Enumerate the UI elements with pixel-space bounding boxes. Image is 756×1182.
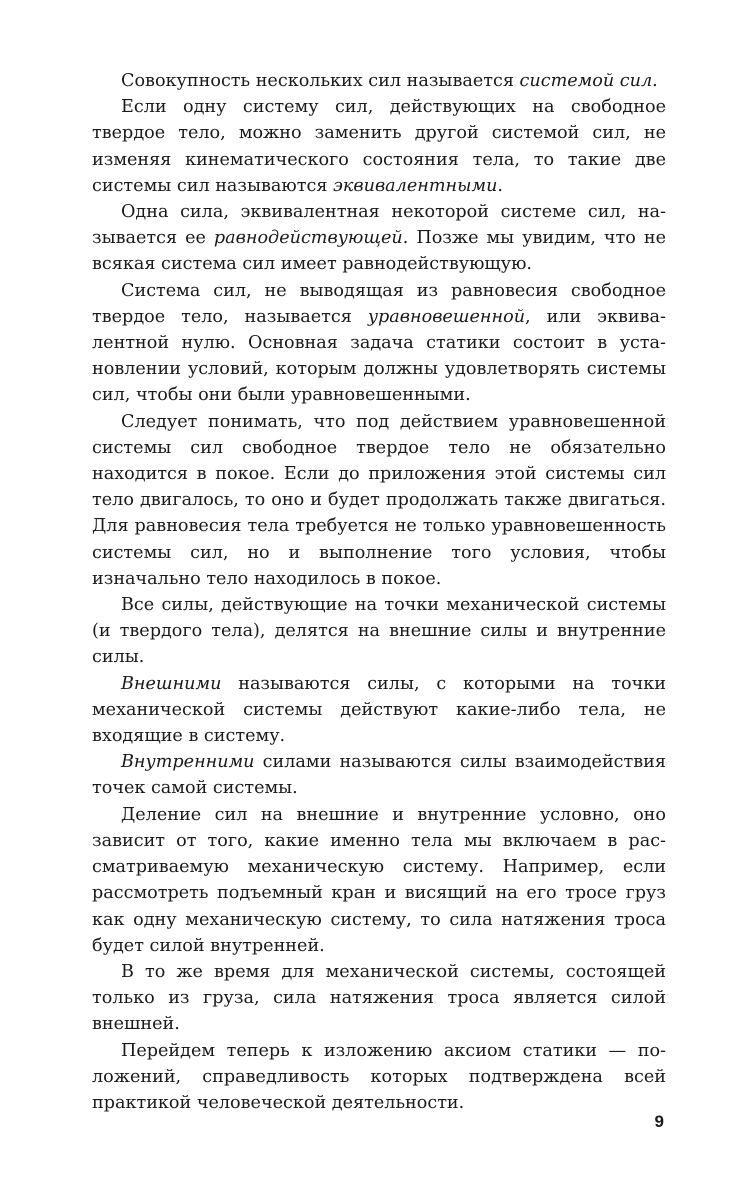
term-sistema-sil: системой сил: [519, 71, 653, 91]
paragraph-text: Следует понимать, что под действием уравновешенной системы сил свободное твердое тело не обязательно находится в покое. Если до приложения этой системы сил тело двигалось, то оно и будет продолжать также двигаться. Для равновесия тела требуется не только уравновешенность системы сил, но и выполнение того условия, чтобы изначально тело находилось в покое.: [92, 411, 666, 589]
paragraph: [92, 802, 666, 959]
term-vnutrennimi: Внутренними: [121, 752, 255, 773]
paragraph-text: Если одну систему сил, действующих на свободное твердое тело, можно заменить другой системой сил, не изменяя кинематического состояния тела, то такие две системы сил называются: [92, 97, 666, 196]
term-uravnoveshennoy: уравновешенной: [367, 306, 526, 327]
paragraph-text: Совокупность нескольких сил называется: [121, 71, 520, 91]
paragraph: [92, 592, 666, 671]
paragraph: [92, 278, 666, 409]
paragraph: [92, 68, 666, 94]
paragraph: [92, 409, 666, 592]
paragraph-text: . Позже мы увидим, что не всякая система сил имеет равнодействующую.: [92, 228, 666, 275]
paragraph-text: Система сил, не выводящая из равновесия свободное твердое тело, называется: [92, 280, 666, 327]
term-ekvivalentnymi: эквивалентными: [333, 175, 498, 196]
paragraph-text: , или эквивалентной нулю. Основная задача статики состоит в установлении условий, которым должны удовлетворять системы сил, чтобы они были уравновешенными.: [92, 306, 666, 406]
paragraph-text: В то же время для механической системы, состоящей только из груза, сила натяжения троса является силой внешней.: [92, 961, 666, 1035]
paragraph-text: Одна сила, эквивалентная некоторой системе сил, называется ее: [92, 202, 666, 249]
paragraph: [92, 671, 666, 750]
paragraph-text: .: [652, 71, 658, 91]
paragraph: [92, 749, 666, 801]
paragraph-text: силами называются силы взаимодействия точек самой системы.: [92, 752, 666, 799]
paragraph: [92, 1038, 666, 1117]
paragraph: [92, 94, 666, 199]
paragraph: [92, 959, 666, 1038]
paragraph-text: Деление сил на внешние и внутренние условно, оно зависит от того, какие именно тела мы включаем в рассматриваемую механическую систему. Например, если рассмотреть подъемный кран и висящий на его тросе груз как одну механическую систему, то сила натяжения троса будет силой внутренней.: [92, 804, 666, 956]
paragraph-text: Все силы, действующие на точки механической системы (и твердого тела), делятся на внешние силы и внутренние силы.: [92, 595, 666, 668]
paragraph-text: .: [497, 175, 503, 196]
paragraph-text: Перейдем теперь к изложению аксиом статики — положений, справедливость которых подтверждена всей практикой человеческой деятельности.: [92, 1040, 666, 1113]
paragraph-text: называются силы, с которыми на точки механической системы действуют какие-либо тела, не входящие в систему.: [92, 673, 666, 747]
page-body: [92, 68, 666, 1116]
term-vneshnimi: Внешними: [121, 673, 222, 694]
page-number: 9: [654, 1112, 664, 1131]
paragraph: [92, 199, 666, 278]
term-ravnodeystvuyushchey: равнодействующей: [213, 228, 403, 249]
